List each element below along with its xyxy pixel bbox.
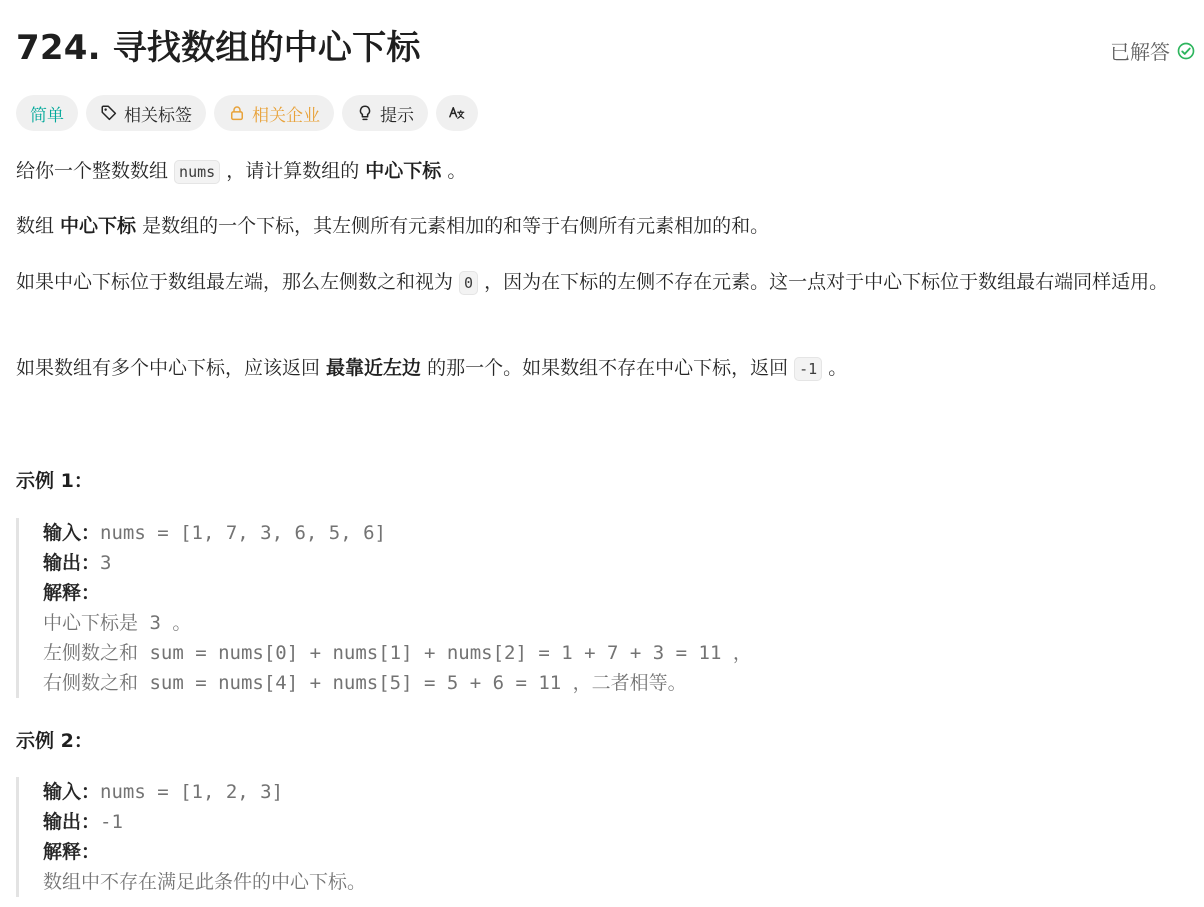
output-value: 3 bbox=[100, 552, 112, 574]
output-label: 输出： bbox=[43, 552, 101, 574]
text-segment: ，请计算数组的 bbox=[220, 160, 366, 182]
translate-icon bbox=[448, 104, 466, 122]
example-2-title: 示例 2： bbox=[16, 730, 93, 752]
explanation-text: 右侧数之和 sum = nums[4] + nums[5] = 5 + 6 = 11 ，二者相等。 bbox=[43, 672, 687, 694]
text-segment: 。 bbox=[822, 357, 848, 379]
related-companies-tag[interactable] bbox=[214, 95, 334, 131]
tag-bar bbox=[16, 95, 478, 131]
example-output-line bbox=[43, 807, 366, 837]
difficulty-tag[interactable] bbox=[16, 95, 78, 131]
difficulty-label: 简单 bbox=[30, 105, 64, 126]
text-segment: 的那一个。如果数组不存在中心下标，返回 bbox=[421, 357, 795, 379]
hint-tag[interactable] bbox=[342, 95, 428, 131]
description-paragraph-2 bbox=[16, 211, 769, 242]
text-segment: ，因为在下标的左侧不存在元素。这一点对于中心下标位于数组最右端同样适用。 bbox=[478, 271, 1169, 293]
text-segment: 数组 bbox=[16, 215, 61, 237]
check-circle-icon bbox=[1176, 41, 1196, 61]
explanation-label: 解释： bbox=[43, 841, 101, 863]
title-row bbox=[16, 0, 1196, 96]
input-label: 输入： bbox=[43, 781, 101, 803]
translate-button[interactable] bbox=[436, 95, 478, 131]
solved-label: 已解答 bbox=[1110, 40, 1170, 64]
lightbulb-icon bbox=[356, 104, 374, 122]
related-companies-label: 相关企业 bbox=[252, 105, 320, 126]
explanation-text: 中心下标是 3 。 bbox=[43, 612, 192, 634]
inline-code: nums bbox=[174, 160, 220, 184]
solved-status bbox=[1110, 36, 1196, 65]
bold-term: 最靠近左边 bbox=[326, 357, 422, 379]
text-segment: 如果数组有多个中心下标，应该返回 bbox=[16, 357, 327, 379]
text-segment: 如果中心下标位于数组最左端，那么左侧数之和视为 bbox=[16, 271, 460, 293]
related-topics-tag[interactable] bbox=[86, 95, 206, 131]
description-paragraph-3 bbox=[16, 267, 1194, 299]
explanation-label: 解释： bbox=[43, 582, 101, 604]
lock-icon bbox=[228, 104, 246, 122]
bold-term: 中心下标 bbox=[365, 160, 442, 182]
text-segment: 。 bbox=[441, 160, 467, 182]
example-input-line bbox=[43, 777, 366, 807]
example-explanation-line bbox=[43, 578, 752, 608]
example-input-line bbox=[43, 518, 752, 548]
inline-code: 0 bbox=[459, 271, 478, 295]
example-1-title: 示例 1： bbox=[16, 470, 93, 492]
input-label: 输入： bbox=[43, 522, 101, 544]
input-value: nums = [1, 2, 3] bbox=[100, 781, 284, 803]
text-segment: 给你一个整数数组 bbox=[16, 160, 175, 182]
example-2-block bbox=[16, 777, 366, 897]
inline-code: -1 bbox=[794, 357, 822, 381]
hint-label: 提示 bbox=[380, 105, 414, 126]
explanation-text: 数组中不存在满足此条件的中心下标。 bbox=[43, 871, 367, 893]
problem-description bbox=[16, 0, 1196, 893]
example-1-block bbox=[16, 518, 752, 698]
input-value: nums = [1, 7, 3, 6, 5, 6] bbox=[100, 522, 386, 544]
text-segment: 是数组的一个下标，其左侧所有元素相加的和等于右侧所有元素相加的和。 bbox=[136, 215, 770, 237]
output-value: -1 bbox=[100, 811, 123, 833]
tag-icon bbox=[100, 104, 118, 122]
example-explanation-line bbox=[43, 837, 366, 867]
example-output-line bbox=[43, 548, 752, 578]
description-paragraph-1 bbox=[16, 156, 466, 188]
output-label: 输出： bbox=[43, 811, 101, 833]
explanation-text: 左侧数之和 sum = nums[0] + nums[1] + nums[2] = 1 + 7 + 3 = 11 ， bbox=[43, 642, 752, 664]
problem-title[interactable]: 724. 寻找数组的中心下标 bbox=[16, 28, 421, 68]
description-paragraph-4 bbox=[16, 353, 847, 385]
bold-term: 中心下标 bbox=[60, 215, 137, 237]
related-topics-label: 相关标签 bbox=[124, 105, 192, 126]
